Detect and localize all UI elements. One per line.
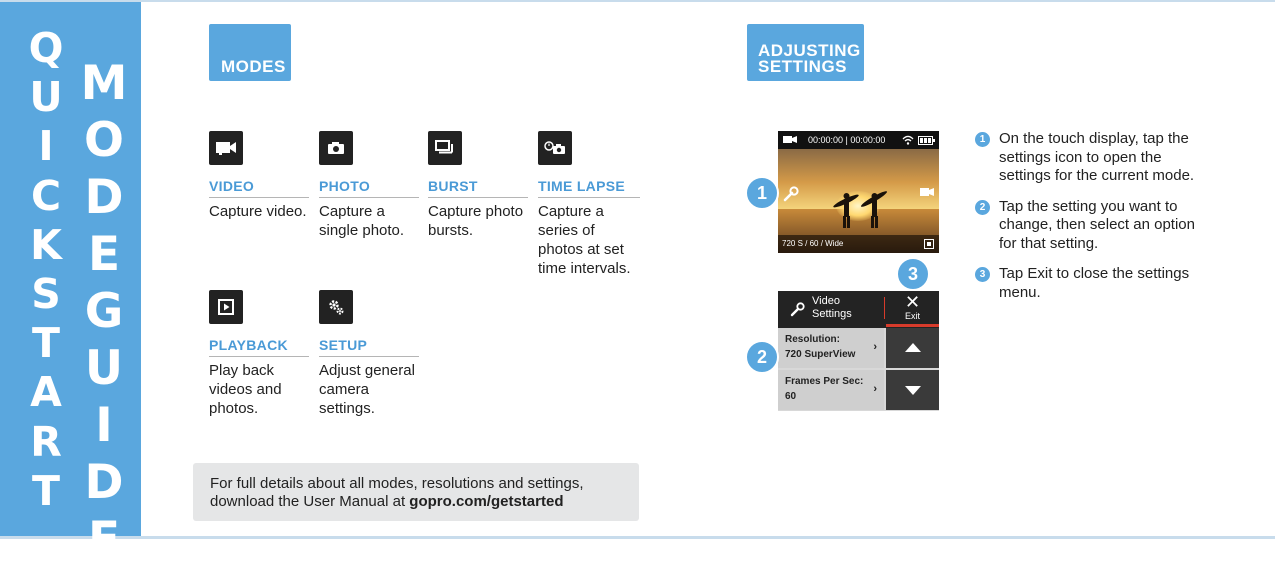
step-number: 3 [975,267,990,282]
bottom-rule [0,536,1275,539]
video-mode-switch-icon[interactable] [920,187,934,198]
camera-settings-readout [778,235,939,253]
note-line2-prefix: download the User Manual at [210,493,410,510]
setting-label: Frames Per Sec: [785,376,864,387]
mode-name: BURST [428,178,528,198]
close-icon: ✕ [904,292,921,312]
gears-icon [319,290,353,324]
getstarted-link[interactable]: gopro.com/getstarted [409,493,564,510]
camera-icon [319,131,353,165]
banner-letter: U [29,73,63,122]
desc-line: videos and [209,381,282,398]
burst-icon [428,131,462,165]
banner-letter: I [38,122,54,171]
note-line1: For full details about all modes, resolutions and settings, [210,475,584,492]
modes-section-tab [209,24,291,81]
setting-value: 720 SuperView [785,349,856,360]
adjusting-settings-section-tab [747,24,864,81]
desc-line: Play back [209,362,275,379]
chevron-right-icon: › [873,341,877,353]
mode-description [319,202,429,240]
mode-description [209,202,319,221]
exit-button[interactable] [886,291,939,328]
battery-icon [918,136,935,145]
desc-line: series of [538,222,595,239]
step-number: 2 [975,200,990,215]
mode-name: PLAYBACK [209,337,309,357]
desc-line: Capture video. [209,203,307,220]
settings-header-line2: Settings [812,308,852,320]
banner-letter: S [31,269,61,318]
callout-number: 3 [907,264,918,284]
exit-underline [886,324,939,327]
mode-description [538,202,648,278]
banner-letter: T [32,466,60,515]
chevron-right-icon: › [873,383,877,395]
banner-letter: U [84,341,124,396]
banner-letter: T [32,319,60,368]
arrow-up-icon [905,343,921,352]
quickstart-title [16,24,76,520]
banner-letter: Q [28,24,64,72]
callout-3 [896,257,930,291]
banner-letter: C [30,171,62,220]
header-divider [884,297,885,319]
scroll-down-button[interactable] [886,370,939,410]
mode-name: VIDEO [209,178,309,198]
mode-description [209,361,319,418]
mode-name: PHOTO [319,178,419,198]
banner-letter: D [84,170,124,225]
step-item [973,198,1213,254]
adjust-tab-line2: SETTINGS [758,57,848,76]
timecode: 00:00:00 | 00:00:00 [808,135,886,145]
desc-line: camera [319,381,370,398]
callout-number: 1 [756,183,767,203]
desc-line: settings. [319,400,375,417]
desc-line: single photo. [319,222,405,239]
desc-line: Capture a [538,203,604,220]
note-line2 [210,493,639,511]
banner-letter: A [30,368,62,417]
playback-square-icon[interactable] [924,239,934,249]
settings-header-line1: Video [812,295,840,307]
desc-line: bursts. [428,222,474,239]
setting-value: 60 [785,391,797,402]
settings-header [778,291,886,328]
camera-status-bar [778,131,939,149]
callout-number: 2 [756,347,767,367]
frames-per-sec-setting-row[interactable] [778,370,884,410]
banner-letter: D [84,455,124,510]
exit-label: Exit [904,311,920,321]
resolution-readout: 720 S / 60 / Wide [782,239,844,248]
mode-description [428,202,538,240]
mode-video [209,131,319,221]
desc-line: Capture a [319,203,385,220]
step-text: Tap Exit to close the settings menu. [999,265,1190,301]
banner-letter: I [95,398,113,453]
modes-tab-label: MODES [221,57,286,76]
desc-line: Adjust general [319,362,415,379]
mode-burst [428,131,538,240]
mode-setup [319,290,429,418]
adjusting-steps-list [973,130,1213,314]
mode-playback [209,290,319,418]
mode-name: TIME LAPSE [538,178,640,198]
adjust-tab-line1: ADJUSTING [758,41,861,60]
video-settings-panel [778,291,939,411]
wifi-icon [902,135,914,145]
banner-letter: M [80,56,128,111]
banner-letter: O [84,113,124,168]
camera-display-screenshot [778,131,939,253]
top-rule [0,0,1275,2]
step-item [973,265,1213,302]
mode-time-lapse [538,131,648,278]
scroll-up-button[interactable] [886,328,939,368]
mode-description [319,361,429,418]
play-icon [209,290,243,324]
wrench-icon [790,301,806,317]
step-number: 1 [975,132,990,147]
surfers-silhouette [828,181,898,231]
mode-guide-title [74,56,134,573]
time-lapse-icon [538,131,572,165]
banner-letter: E [87,227,121,282]
banner-letter: E [87,512,121,567]
step-text: Tap the setting you want to change, then select an option for that setting. [999,197,1195,252]
video-mode-icon [783,135,797,145]
step-text: On the touch display, tap the settings icon to open the settings for the current mode. [999,130,1195,184]
callout-1 [745,176,779,210]
resolution-setting-row[interactable] [778,328,884,368]
desc-line: photos. [209,400,259,417]
arrow-down-icon [905,386,921,395]
banner-letter: G [84,284,124,339]
banner-letter: K [30,220,62,269]
desc-line: photos at set [538,241,624,258]
desc-line: Capture photo [428,203,524,220]
user-manual-note [193,463,639,521]
callout-2 [745,340,779,374]
setting-label: Resolution: [785,334,840,345]
mode-photo [319,131,429,240]
video-camera-icon [209,131,243,165]
desc-line: time intervals. [538,260,631,277]
quickstart-banner [0,2,141,567]
wrench-settings-icon[interactable] [782,185,800,203]
step-item [973,130,1213,186]
banner-letter: R [30,417,62,466]
mode-name: SETUP [319,337,419,357]
